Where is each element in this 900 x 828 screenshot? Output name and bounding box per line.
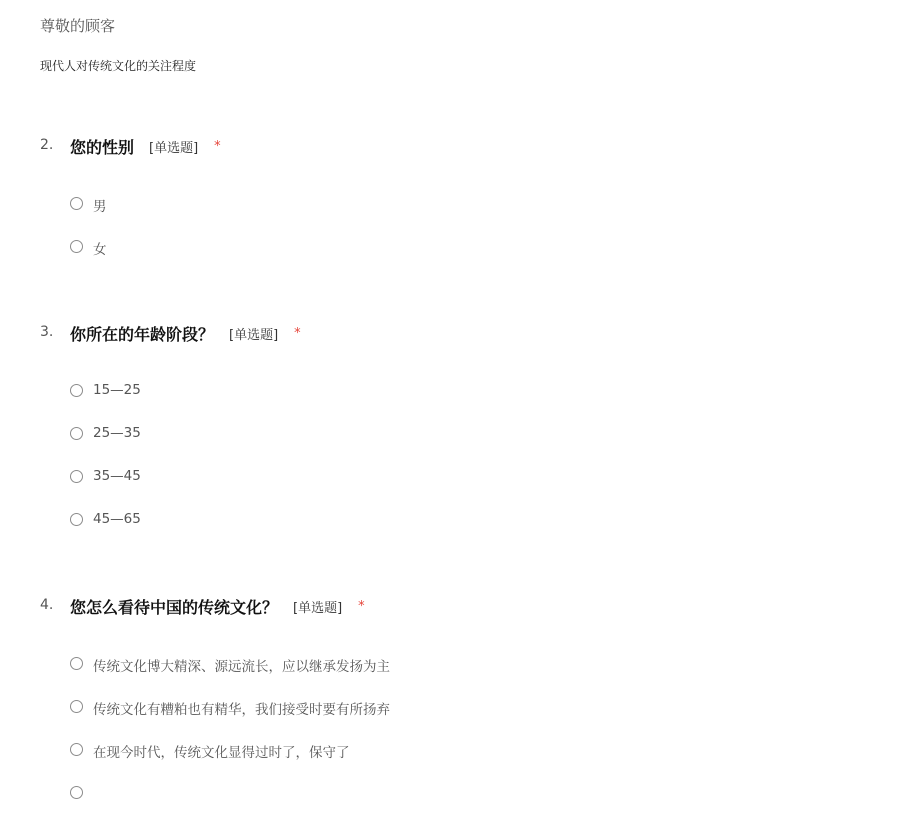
option-label: 35—45 [93, 468, 141, 484]
radio-button[interactable] [70, 700, 83, 713]
question-type-label: [单选题] [229, 327, 279, 343]
radio-button[interactable] [70, 470, 83, 483]
question-title: 你所在的年龄阶段？ [70, 324, 215, 344]
question-number: 3. [40, 324, 54, 340]
question-header [40, 594, 880, 618]
required-marker: * [358, 598, 365, 614]
question-type-label: [单选题] [293, 600, 343, 616]
option-label: 男 [93, 199, 107, 215]
question-header [40, 134, 880, 158]
radio-button[interactable] [70, 427, 83, 440]
question-number: 4. [40, 597, 54, 613]
question-age [40, 321, 880, 527]
option-label: 45—65 [93, 511, 141, 527]
question-header [40, 321, 880, 345]
survey-title: 现代人对传统文化的关注程度 [40, 59, 197, 73]
radio-button[interactable] [70, 657, 83, 670]
radio-button[interactable] [70, 786, 83, 799]
greeting-text: 尊敬的顾客 [40, 17, 116, 35]
question-title: 您的性别 [70, 137, 135, 157]
option-label: 传统文化有糟粕也有精华，我们接受时要有所扬弃 [93, 702, 390, 718]
question-number: 2. [40, 137, 54, 153]
option-label: 在现今时代，传统文化显得过时了，保守了 [93, 745, 350, 761]
question-title: 您怎么看待中国的传统文化？ [70, 597, 279, 617]
option-label: 25—35 [93, 425, 141, 441]
question-traditional-culture [40, 594, 880, 761]
radio-button[interactable] [70, 743, 83, 756]
radio-button[interactable] [70, 240, 83, 253]
required-marker: * [214, 138, 221, 154]
required-marker: * [294, 325, 301, 341]
option-label: 15—25 [93, 382, 141, 398]
radio-button[interactable] [70, 384, 83, 397]
radio-button[interactable] [70, 197, 83, 210]
option-label: 传统文化博大精深、源远流长，应以继承发扬为主 [93, 659, 390, 675]
question-gender [40, 134, 880, 258]
question-type-label: [单选题] [149, 140, 199, 156]
option-label: 女 [93, 242, 107, 258]
radio-button[interactable] [70, 513, 83, 526]
